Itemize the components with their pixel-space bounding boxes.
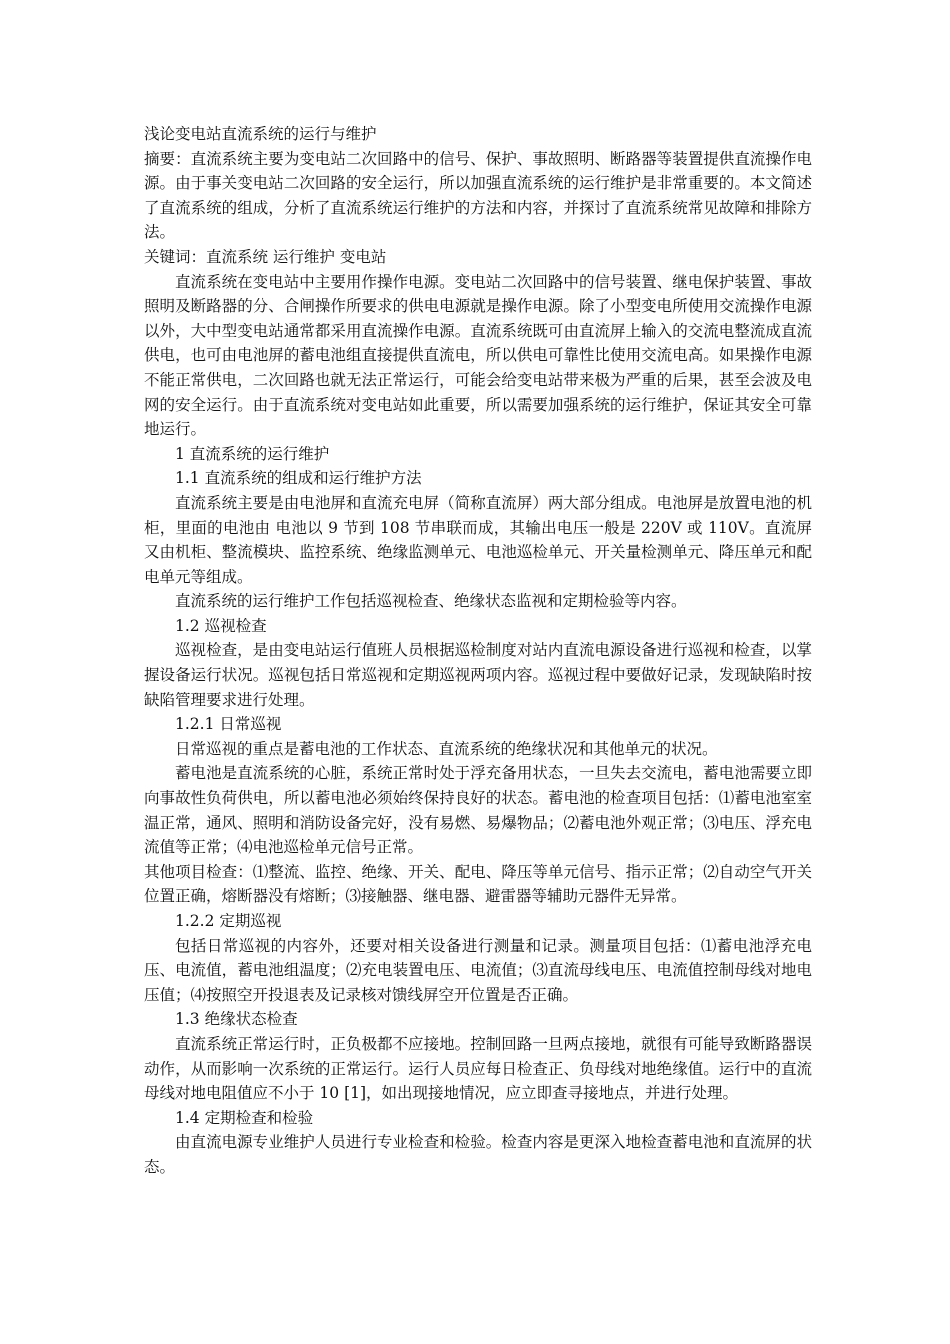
document-body xyxy=(144,122,812,1180)
paragraph-1-2-2: 包括日常巡视的内容外，还要对相关设备进行测量和记录。测量项目包括：⑴蓄电池浮充电压、电流值，蓄电池组温度；⑵充电装置电压、电流值；⑶直流母线电压、电流值控制母线对地电压值；⑷按照空开投退表及记录核对馈线屏空开位置是否正确。 xyxy=(144,936,812,1004)
paragraph-1-2: 巡视检查，是由变电站运行值班人员根据巡检制度对站内直流电源设备进行巡视和检查，以掌握设备运行状况。巡视包括日常巡视和定期巡视两项内容。巡视过程中要做好记录，发现缺陷时按缺陷管理要求进行处理。 xyxy=(144,641,812,709)
document-title: 浅论变电站直流系统的运行与维护 xyxy=(144,125,377,143)
keywords-line: 关键词：直流系统 运行维护 变电站 xyxy=(144,247,387,266)
section-heading-1-1: 1.1 直流系统的组成和运行维护方法 xyxy=(175,469,422,488)
paragraph-1-2-1-b: 蓄电池是直流系统的心脏，系统正常时处于浮充备用状态，一旦失去交流电，蓄电池需要立即向事故性负荷供电，所以蓄电池必须始终保持良好的状态。蓄电池的检查项目包括：⑴蓄电池室室温正常，通风、照明和消防设备完好，没有易燃、易爆物品；⑵蓄电池外观正常；⑶电压、浮充电流值等正常；⑷电池巡检单元信号正常。 xyxy=(144,764,812,857)
paragraph-1-2-1-c: 其他项目检查：⑴整流、监控、绝缘、开关、配电、降压等单元信号、指示正常；⑵自动空气开关位置正确，熔断器没有熔断；⑶接触器、继电器、避雷器等辅助元器件无异常。 xyxy=(144,862,812,906)
paragraph-1-2-1-a: 日常巡视的重点是蓄电池的工作状态、直流系统的绝缘状况和其他单元的状况。 xyxy=(175,739,718,758)
paragraph-1-1-a: 直流系统主要是由电池屏和直流充电屏（简称直流屏）两大部分组成。电池屏是放置电池的机柜，里面的电池由 电池以 9 节到 108 节串联而成，其输出电压一般是 220V 或 110V。直流屏又由机柜、整流模块、监控系统、绝缘监测单元、电池巡检单元、开关量检测单元、降压单元和配电单元等组成。 xyxy=(144,493,812,586)
paragraph-1-1-b: 直流系统的运行维护工作包括巡视检查、绝缘状态监视和定期检验等内容。 xyxy=(175,592,687,611)
section-heading-1-2-2: 1.2.2 定期巡视 xyxy=(175,912,282,930)
section-heading-1: 1 直流系统的运行维护 xyxy=(175,444,330,463)
section-heading-1-3: 1.3 绝缘状态检查 xyxy=(175,1010,298,1029)
intro-paragraph: 直流系统在变电站中主要用作操作电源。变电站二次回路中的信号装置、继电保护装置、事故照明及断路器的分、合闸操作所要求的供电电源就是操作电源。除了小型变电所使用交流操作电源以外，大中型变电站通常都采用直流操作电源。直流系统既可由直流屏上输入的交流电整流成直流供电，也可由电池屏的蓄电池组直接提供直流电，所以供电可靠性比使用交流电高。如果操作电源不能正常供电，二次回路也就无法正常运行，可能会给变电站带来极为严重的后果，甚至会波及电网的安全运行。由于直流系统对变电站如此重要，所以需要加强系统的运行维护，保证其安全可靠地运行。 xyxy=(144,272,812,439)
section-heading-1-4: 1.4 定期检查和检验 xyxy=(175,1108,314,1127)
section-heading-1-2: 1.2 巡视检查 xyxy=(175,616,267,635)
paragraph-1-4: 由直流电源专业维护人员进行专业检查和检验。检查内容是更深入地检查蓄电池和直流屏的状态。 xyxy=(144,1133,812,1176)
abstract-paragraph: 摘要：直流系统主要为变电站二次回路中的信号、保护、事故照明、断路器等装置提供直流操作电源。由于事关变电站二次回路的安全运行，所以加强直流系统的运行维护是非常重要的。本文简述了直流系统的组成，分析了直流系统运行维护的方法和内容，并探讨了直流系统常见故障和排除方法。 xyxy=(144,149,812,242)
paragraph-1-3: 直流系统正常运行时，正负极都不应接地。控制回路一旦两点接地，就很有可能导致断路器误动作，从而影响一次系统的正常运行。运行人员应每日检查正、负母线对地绝缘值。运行中的直流母线对地电阻值应不小于 10 [1]，如出现接地情况，应立即查寻接地点，并进行处理。 xyxy=(144,1034,812,1103)
section-heading-1-2-1: 1.2.1 日常巡视 xyxy=(175,715,282,734)
